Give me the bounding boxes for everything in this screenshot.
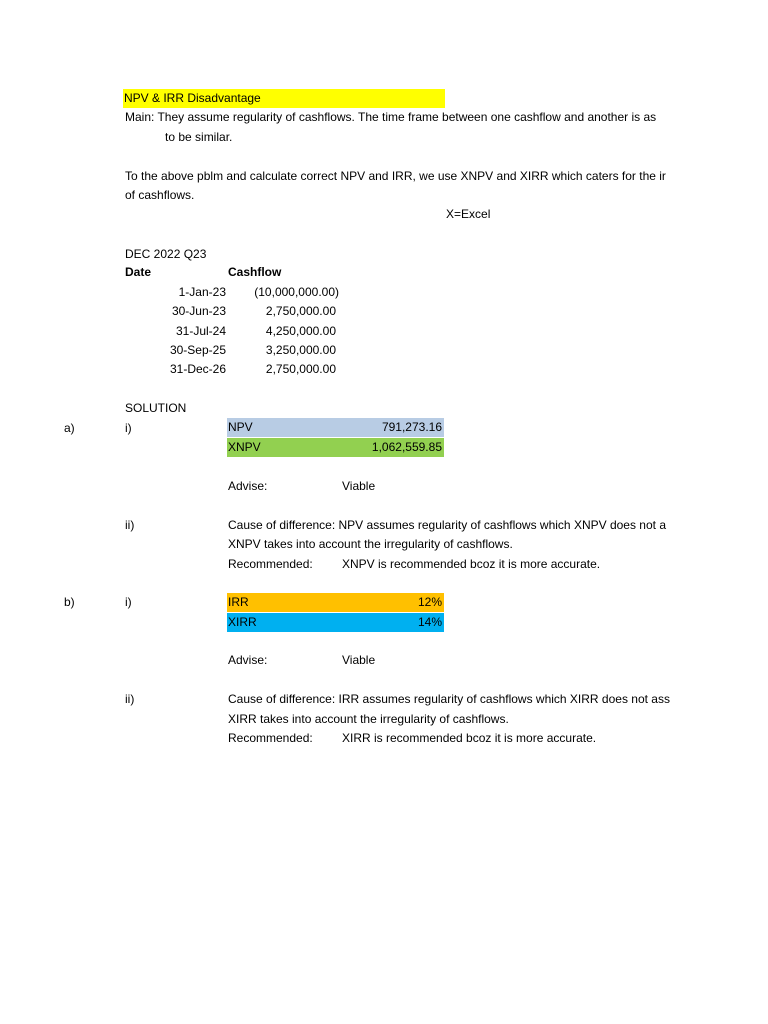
page-title: NPV & IRR Disadvantage xyxy=(124,91,261,105)
title-highlight xyxy=(123,89,445,108)
npv-value: 791,273.16 xyxy=(381,420,442,434)
date-header: Date xyxy=(125,265,152,279)
part-b-i-label: i) xyxy=(125,595,132,609)
part-b-label: b) xyxy=(64,595,75,609)
cause-text-continued: XIRR takes into account the irregularity of cashflows. xyxy=(228,712,509,726)
cashflow-amount: 2,750,000.00 xyxy=(265,362,336,376)
main-text-continued: to be similar. xyxy=(165,130,233,144)
xnpv-value: 1,062,559.85 xyxy=(371,440,442,454)
cashflow-amount: 3,250,000.00 xyxy=(265,343,336,357)
cashflow-date: 30-Jun-23 xyxy=(171,304,226,318)
xnpv-label: XNPV xyxy=(228,440,261,454)
advise-label: Advise: xyxy=(228,653,268,667)
cashflow-header: Cashflow xyxy=(228,265,282,279)
advise-value: Viable xyxy=(342,479,376,493)
npv-label: NPV xyxy=(228,420,253,434)
cashflow-amount: 2,750,000.00 xyxy=(265,304,336,318)
solution-heading: SOLUTION xyxy=(125,401,187,415)
irr-value: 12% xyxy=(417,595,442,609)
xirr-value: 14% xyxy=(417,615,442,629)
xnpv-cell xyxy=(227,438,444,457)
cause-text-continued: XNPV takes into account the irregularity of cashflows. xyxy=(228,537,513,551)
part-a-label: a) xyxy=(64,421,75,435)
irr-label: IRR xyxy=(228,595,249,609)
recommended-label: Recommended: xyxy=(228,557,313,571)
xirr-label: XIRR xyxy=(228,615,257,629)
cashflow-amount: 4,250,000.00 xyxy=(265,324,336,338)
cashflow-amount: (10,000,000.00) xyxy=(254,285,339,299)
part-a-ii-label: ii) xyxy=(125,518,135,532)
cashflow-date: 1-Jan-23 xyxy=(178,285,226,299)
advise-label: Advise: xyxy=(228,479,268,493)
cause-text: Cause of difference: IRR assumes regularity of cashflows which XIRR does not ass xyxy=(228,692,670,706)
above-text: To the above pblm and calculate correct NPV and IRR, we use XNPV and XIRR which caters for the ir xyxy=(125,169,666,183)
recommended-label: Recommended: xyxy=(228,731,313,745)
main-text: Main: They assume regularity of cashflows. The time frame between one cashflow and another is as xyxy=(125,110,657,124)
cashflow-date: 30-Sep-25 xyxy=(169,343,226,357)
part-b-ii-label: ii) xyxy=(125,692,135,706)
xirr-cell xyxy=(227,613,444,632)
irr-cell xyxy=(227,593,444,612)
cause-text: Cause of difference: NPV assumes regularity of cashflows which XNPV does not a xyxy=(228,518,666,532)
recommended-value: XNPV is recommended bcoz it is more accurate. xyxy=(342,557,601,571)
question-ref: DEC 2022 Q23 xyxy=(125,247,207,261)
npv-cell xyxy=(227,418,444,437)
cashflow-date: 31-Jul-24 xyxy=(175,324,226,338)
excel-note: X=Excel xyxy=(446,207,491,221)
recommended-value: XIRR is recommended bcoz it is more accurate. xyxy=(342,731,597,745)
cashflow-date: 31-Dec-26 xyxy=(169,362,226,376)
advise-value: Viable xyxy=(342,653,376,667)
above-text-continued: of cashflows. xyxy=(125,188,195,202)
part-a-i-label: i) xyxy=(125,421,132,435)
